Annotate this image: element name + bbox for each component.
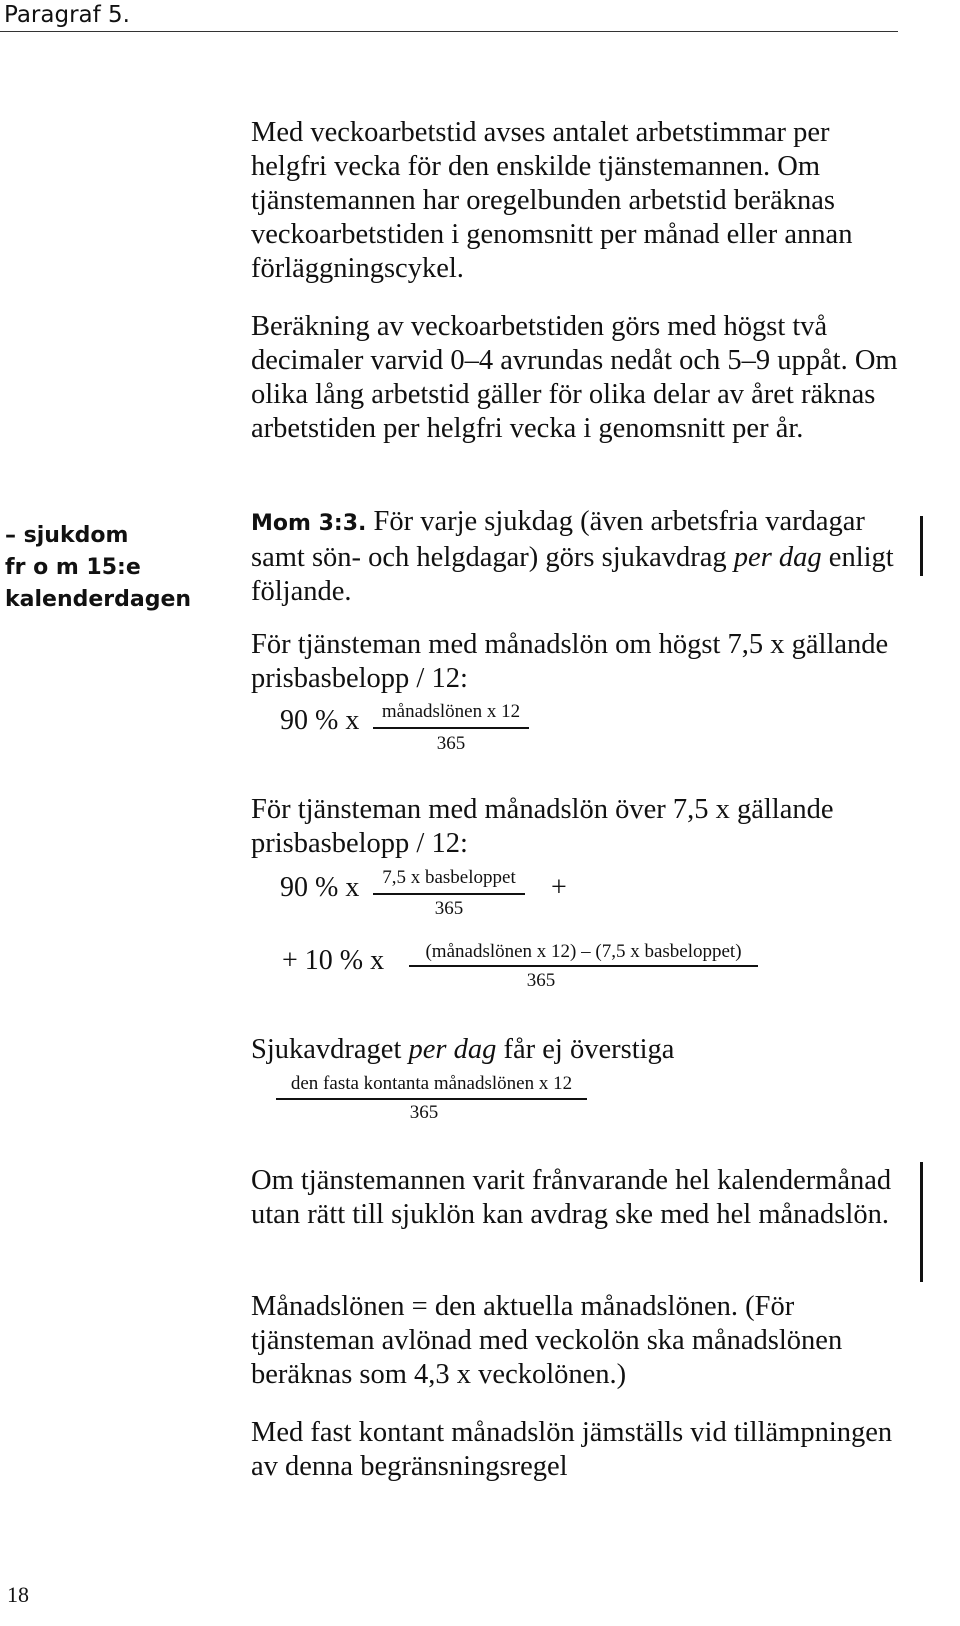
formula-prefix: + 10 % x [282,945,385,976]
page-number: 18 [7,1582,29,1607]
italic-text: per dag [733,542,822,573]
paragraph-text: Beräkning av veckoarbetstiden görs med högst två decimaler varvid 0–4 avrundas nedåt och 5–9 uppåt. Om olika lång arbetstid gäller för olika delar av året räknas arbetstiden per helgfri vecka i genomsnitt per år. [251,311,898,444]
paragraph-sjukavdraget [251,1033,911,1067]
formula-plus: + [551,872,567,903]
fraction-denominator: 365 [526,970,556,991]
text-span: enligt följande. [251,542,894,607]
fraction-line [373,727,529,729]
fraction-numerator: 7,5 x basbeloppet [382,867,516,888]
page-header-title: Paragraf 5. [4,2,130,28]
margin-note-line: fr o m 15:e [5,555,141,580]
header-divider [0,31,898,32]
paragraph-franvarande [251,1164,911,1232]
paragraph-text: För tjänsteman med månadslön över 7,5 x gällande prisbasbelopp / 12: [251,794,834,859]
paragraph-mom-3-3 [251,505,911,609]
paragraph-text: Om tjänstemannen varit frånvarande hel kalendermånad utan rätt till sjuklön kan avdrag ske med hel månadslön. [251,1165,892,1230]
change-bar [920,1162,923,1282]
paragraph-text: Månadslönen = den aktuella månadslönen. (För tjänsteman avlönad med veckolön ska månadslönen beräknas som 4,3 x veckolönen.) [251,1291,843,1390]
paragraph-manadslonen [251,1290,911,1392]
margin-note [5,520,191,616]
fraction-denominator: 365 [436,733,466,754]
paragraph-text: Med veckoarbetstid avses antalet arbetstimmar per helgfri vecka för den enskilde tjänstemannen. Om tjänstemannen har oregelbunden arbetstid beräknas veckoarbetstiden i genomsnitt per månad eller annan förläggningscykel. [251,117,853,284]
formula-prefix: 90 % x [280,872,360,903]
fraction-denominator: 365 [434,898,464,919]
fraction-line [409,965,758,967]
fraction-numerator: (månadslönen x 12) – (7,5 x basbeloppet) [425,941,742,962]
fraction-denominator: 365 [409,1102,439,1123]
text-span: får ej överstiga [496,1034,675,1065]
paragraph-text [251,505,911,609]
margin-note-line: – sjukdom [5,523,129,548]
paragraph-over [251,793,911,861]
text-span: För varje sjukdag (även arbetsfria vardagar samt sön- och helgdagar) görs sjukavdrag [251,506,865,573]
paragraph-hogst [251,628,911,696]
text-span: Sjukavdraget [251,1034,409,1065]
italic-text: per dag [408,1034,497,1065]
paragraph-veckoarbetstid [251,116,911,286]
formula-prefix: 90 % x [280,705,360,736]
paragraph-text: Med fast kontant månadslön jämställs vid tillämpningen av denna begränsningsregel [251,1417,893,1482]
fraction-line [276,1098,587,1100]
margin-note-line: kalenderdagen [5,587,192,612]
paragraph-berakning [251,310,911,446]
paragraph-text [251,1033,911,1067]
fraction-line [373,893,525,895]
fraction-numerator: månadslönen x 12 [381,701,521,722]
change-bar [920,516,923,576]
paragraph-fast-kontant [251,1416,911,1484]
fraction-numerator: den fasta kontanta månadslönen x 12 [290,1073,573,1094]
section-label: Mom 3:3. [251,511,367,536]
paragraph-text: För tjänsteman med månadslön om högst 7,5 x gällande prisbasbelopp / 12: [251,629,889,694]
